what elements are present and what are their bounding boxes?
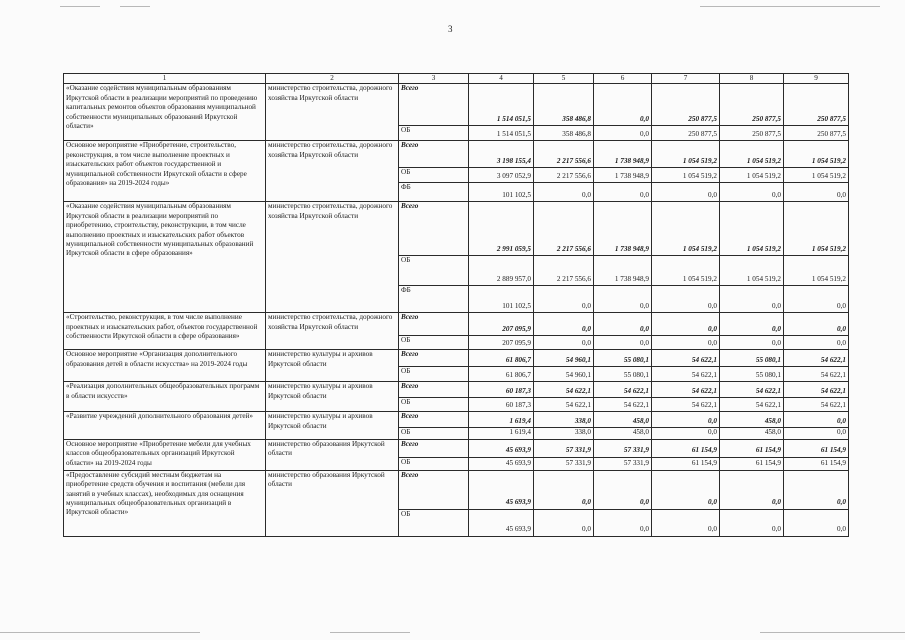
column-header: 1 xyxy=(64,74,266,84)
amount-cell: 61 154,9 xyxy=(652,457,720,470)
amount-cell: 0,0 xyxy=(534,286,594,313)
executor-cell: министерство образования Иркутской области xyxy=(266,470,399,536)
amount-cell: 0,0 xyxy=(784,509,849,536)
amount-cell: 54 622,1 xyxy=(594,382,652,398)
amount-cell: 0,0 xyxy=(534,183,594,202)
budget-table xyxy=(63,73,849,537)
amount-cell: 0,0 xyxy=(652,470,720,509)
amount-cell: 0,0 xyxy=(652,286,720,313)
amount-cell: 61 154,9 xyxy=(784,457,849,470)
amount-cell: 54 960,1 xyxy=(534,367,594,382)
amount-cell: 207 095,9 xyxy=(469,336,534,350)
executor-cell: министерство строительства, дорожного хозяйства Иркутской области xyxy=(266,84,399,141)
amount-cell: 250 877,5 xyxy=(784,84,849,126)
amount-cell: 1 054 519,2 xyxy=(652,141,720,168)
amount-cell: 54 622,1 xyxy=(652,367,720,382)
amount-cell: 458,0 xyxy=(720,428,784,439)
table-row xyxy=(64,470,849,509)
amount-cell: 0,0 xyxy=(534,336,594,350)
executor-cell: министерство культуры и архивов Иркутской области xyxy=(266,350,399,382)
measure-name-cell: «Строительство, реконструкция, в том числе выполнение проектных и изыскательских работ, объектов государственной собственности Иркутской области в сфере образования» xyxy=(64,313,266,350)
amount-cell: 0,0 xyxy=(720,509,784,536)
funding-source-cell: Всего xyxy=(399,141,469,168)
table-row xyxy=(64,313,849,336)
amount-cell: 1 054 519,2 xyxy=(652,168,720,183)
column-header: 5 xyxy=(534,74,594,84)
amount-cell: 0,0 xyxy=(594,183,652,202)
amount-cell: 61 154,9 xyxy=(720,457,784,470)
amount-cell: 0,0 xyxy=(594,286,652,313)
amount-cell: 338,0 xyxy=(534,428,594,439)
funding-source-cell: ОБ xyxy=(399,126,469,141)
amount-cell: 54 960,1 xyxy=(534,350,594,367)
amount-cell: 0,0 xyxy=(720,183,784,202)
table-row xyxy=(64,382,849,398)
amount-cell: 1 054 519,2 xyxy=(720,202,784,256)
amount-cell: 0,0 xyxy=(784,286,849,313)
amount-cell: 0,0 xyxy=(784,183,849,202)
amount-cell: 101 102,5 xyxy=(469,286,534,313)
amount-cell: 54 622,1 xyxy=(652,382,720,398)
column-header: 9 xyxy=(784,74,849,84)
amount-cell: 57 331,9 xyxy=(534,457,594,470)
amount-cell: 61 154,9 xyxy=(784,439,849,457)
amount-cell: 54 622,1 xyxy=(784,367,849,382)
amount-cell: 45 693,9 xyxy=(469,470,534,509)
funding-source-cell: Всего xyxy=(399,382,469,398)
measure-name-cell: «Развитие учреждений дополнительного образования детей» xyxy=(64,412,266,439)
amount-cell: 0,0 xyxy=(784,470,849,509)
measure-name-cell: «Оказание содействия муниципальным образованиям Иркутской области в реализации мероприятий по проведению капитальных ремонтов объектов образования муниципальной собственности муниципальных образований Иркутской области» xyxy=(64,84,266,141)
amount-cell: 3 097 052,9 xyxy=(469,168,534,183)
funding-source-cell: ОБ xyxy=(399,457,469,470)
amount-cell: 0,0 xyxy=(534,509,594,536)
header-row xyxy=(64,74,849,84)
amount-cell: 57 331,9 xyxy=(594,457,652,470)
amount-cell: 458,0 xyxy=(720,412,784,428)
amount-cell: 61 806,7 xyxy=(469,350,534,367)
funding-source-cell: ОБ xyxy=(399,509,469,536)
amount-cell: 54 622,1 xyxy=(534,382,594,398)
amount-cell: 1 738 948,9 xyxy=(594,202,652,256)
funding-source-cell: Всего xyxy=(399,350,469,367)
amount-cell: 1 054 519,2 xyxy=(720,256,784,286)
funding-source-cell: ОБ xyxy=(399,428,469,439)
amount-cell: 0,0 xyxy=(652,313,720,336)
funding-source-cell: ОБ xyxy=(399,336,469,350)
amount-cell: 1 054 519,2 xyxy=(652,202,720,256)
amount-cell: 0,0 xyxy=(594,313,652,336)
table-row xyxy=(64,439,849,457)
executor-cell: министерство культуры и архивов Иркутской области xyxy=(266,412,399,439)
amount-cell: 101 102,5 xyxy=(469,183,534,202)
amount-cell: 1 738 948,9 xyxy=(594,141,652,168)
amount-cell: 54 622,1 xyxy=(784,398,849,412)
amount-cell: 1 054 519,2 xyxy=(652,256,720,286)
executor-cell: министерство строительства, дорожного хозяйства Иркутской области xyxy=(266,313,399,350)
amount-cell: 54 622,1 xyxy=(720,382,784,398)
amount-cell: 0,0 xyxy=(594,509,652,536)
amount-cell: 2 217 556,6 xyxy=(534,168,594,183)
funding-source-cell: ФБ xyxy=(399,286,469,313)
measure-name-cell: Основное мероприятие «Приобретение мебели для учебных классов общеобразовательных организаций Иркутской области» на 2019-2024 годы xyxy=(64,439,266,470)
amount-cell: 1 054 519,2 xyxy=(784,141,849,168)
amount-cell: 0,0 xyxy=(652,412,720,428)
amount-cell: 1 738 948,9 xyxy=(594,168,652,183)
amount-cell: 55 080,1 xyxy=(594,350,652,367)
scan-edge-line xyxy=(700,6,880,7)
funding-source-cell: ОБ xyxy=(399,398,469,412)
funding-source-cell: Всего xyxy=(399,439,469,457)
amount-cell: 358 486,8 xyxy=(534,84,594,126)
amount-cell: 1 054 519,2 xyxy=(784,256,849,286)
table-row xyxy=(64,141,849,168)
amount-cell: 61 154,9 xyxy=(720,439,784,457)
amount-cell: 45 693,9 xyxy=(469,509,534,536)
executor-cell: министерство строительства, дорожного хозяйства Иркутской области xyxy=(266,141,399,202)
column-header: 6 xyxy=(594,74,652,84)
table-row xyxy=(64,412,849,428)
amount-cell: 54 622,1 xyxy=(720,398,784,412)
amount-cell: 250 877,5 xyxy=(784,126,849,141)
amount-cell: 0,0 xyxy=(594,84,652,126)
amount-cell: 0,0 xyxy=(534,313,594,336)
amount-cell: 61 806,7 xyxy=(469,367,534,382)
amount-cell: 55 080,1 xyxy=(720,367,784,382)
amount-cell: 250 877,5 xyxy=(720,84,784,126)
amount-cell: 2 217 556,6 xyxy=(534,141,594,168)
funding-source-cell: ОБ xyxy=(399,367,469,382)
column-header: 7 xyxy=(652,74,720,84)
amount-cell: 1 054 519,2 xyxy=(720,141,784,168)
amount-cell: 54 622,1 xyxy=(784,350,849,367)
funding-source-cell: Всего xyxy=(399,313,469,336)
scan-edge-line xyxy=(0,632,200,633)
column-header: 3 xyxy=(399,74,469,84)
amount-cell: 458,0 xyxy=(594,412,652,428)
table-row xyxy=(64,350,849,367)
funding-source-cell: ОБ xyxy=(399,256,469,286)
amount-cell: 1 514 051,5 xyxy=(469,126,534,141)
executor-cell: министерство образования Иркутской области xyxy=(266,439,399,470)
executor-cell: министерство строительства, дорожного хозяйства Иркутской области xyxy=(266,202,399,313)
amount-cell: 250 877,5 xyxy=(652,126,720,141)
table-row xyxy=(64,84,849,126)
amount-cell: 2 217 556,6 xyxy=(534,202,594,256)
amount-cell: 358 486,8 xyxy=(534,126,594,141)
amount-cell: 2 889 957,0 xyxy=(469,256,534,286)
amount-cell: 54 622,1 xyxy=(594,398,652,412)
executor-cell: министерство культуры и архивов Иркутской области xyxy=(266,382,399,412)
column-header: 8 xyxy=(720,74,784,84)
scan-edge-line xyxy=(120,6,150,7)
measure-name-cell: Основное мероприятие «Приобретение, строительство, реконструкция, в том числе выполнение проектных и изыскательских работ объектов государственной и муниципальной собственности Иркутской области в сфере образования» на 2019-2024 годы» xyxy=(64,141,266,202)
amount-cell: 1 619,4 xyxy=(469,428,534,439)
scan-edge-line xyxy=(60,6,100,7)
amount-cell: 1 054 519,2 xyxy=(784,202,849,256)
amount-cell: 0,0 xyxy=(784,313,849,336)
amount-cell: 1 738 948,9 xyxy=(594,256,652,286)
amount-cell: 61 154,9 xyxy=(652,439,720,457)
amount-cell: 0,0 xyxy=(652,428,720,439)
scan-edge-line xyxy=(330,632,410,633)
funding-source-cell: Всего xyxy=(399,470,469,509)
amount-cell: 0,0 xyxy=(784,428,849,439)
measure-name-cell: «Реализация дополнительных общеобразовательных программ в области искусств» xyxy=(64,382,266,412)
amount-cell: 45 693,9 xyxy=(469,439,534,457)
amount-cell: 0,0 xyxy=(720,470,784,509)
amount-cell: 2 991 059,5 xyxy=(469,202,534,256)
measure-name-cell: «Предоставление субсидий местным бюджетам на приобретение средств обучения и воспитания (мебели для занятий в учебных классах), необходимых для оснащения муниципальных общеобразовательных организаций в Иркутской области» xyxy=(64,470,266,536)
amount-cell: 60 187,3 xyxy=(469,382,534,398)
table-row xyxy=(64,202,849,256)
funding-source-cell: Всего xyxy=(399,412,469,428)
measure-name-cell: Основное мероприятие «Организация дополнительного образования детей в области искусства» на 2019-2024 годы xyxy=(64,350,266,382)
amount-cell: 1 054 519,2 xyxy=(720,168,784,183)
amount-cell: 0,0 xyxy=(594,470,652,509)
amount-cell: 57 331,9 xyxy=(594,439,652,457)
funding-source-cell: ОБ xyxy=(399,168,469,183)
amount-cell: 338,0 xyxy=(534,412,594,428)
page-number: 3 xyxy=(448,24,453,34)
amount-cell: 250 877,5 xyxy=(652,84,720,126)
amount-cell: 55 080,1 xyxy=(720,350,784,367)
amount-cell: 2 217 556,6 xyxy=(534,256,594,286)
amount-cell: 54 622,1 xyxy=(652,398,720,412)
amount-cell: 55 080,1 xyxy=(594,367,652,382)
amount-cell: 207 095,9 xyxy=(469,313,534,336)
amount-cell: 0,0 xyxy=(594,336,652,350)
scan-edge-line xyxy=(760,632,905,633)
amount-cell: 0,0 xyxy=(720,286,784,313)
amount-cell: 1 054 519,2 xyxy=(784,168,849,183)
column-header: 2 xyxy=(266,74,399,84)
amount-cell: 0,0 xyxy=(652,336,720,350)
amount-cell: 45 693,9 xyxy=(469,457,534,470)
amount-cell: 0,0 xyxy=(534,470,594,509)
amount-cell: 54 622,1 xyxy=(534,398,594,412)
amount-cell: 1 619,4 xyxy=(469,412,534,428)
amount-cell: 0,0 xyxy=(720,336,784,350)
amount-cell: 54 622,1 xyxy=(652,350,720,367)
funding-source-cell: ФБ xyxy=(399,183,469,202)
amount-cell: 0,0 xyxy=(784,412,849,428)
amount-cell: 1 514 051,5 xyxy=(469,84,534,126)
amount-cell: 0,0 xyxy=(720,313,784,336)
column-header: 4 xyxy=(469,74,534,84)
amount-cell: 54 622,1 xyxy=(784,382,849,398)
amount-cell: 57 331,9 xyxy=(534,439,594,457)
amount-cell: 0,0 xyxy=(594,126,652,141)
funding-source-cell: Всего xyxy=(399,84,469,126)
funding-source-cell: Всего xyxy=(399,202,469,256)
amount-cell: 0,0 xyxy=(652,183,720,202)
measure-name-cell: «Оказание содействия муниципальным образованиям Иркутской области в реализации мероприятий по приобретению, строительству, реконструкции, в том числе выполнению проектных и изыскательских работ объектов муниципальной собственности муниципальных образований Иркутской области в сфере образования» xyxy=(64,202,266,313)
amount-cell: 60 187,3 xyxy=(469,398,534,412)
amount-cell: 458,0 xyxy=(594,428,652,439)
amount-cell: 250 877,5 xyxy=(720,126,784,141)
amount-cell: 3 198 155,4 xyxy=(469,141,534,168)
amount-cell: 0,0 xyxy=(652,509,720,536)
amount-cell: 0,0 xyxy=(784,336,849,350)
